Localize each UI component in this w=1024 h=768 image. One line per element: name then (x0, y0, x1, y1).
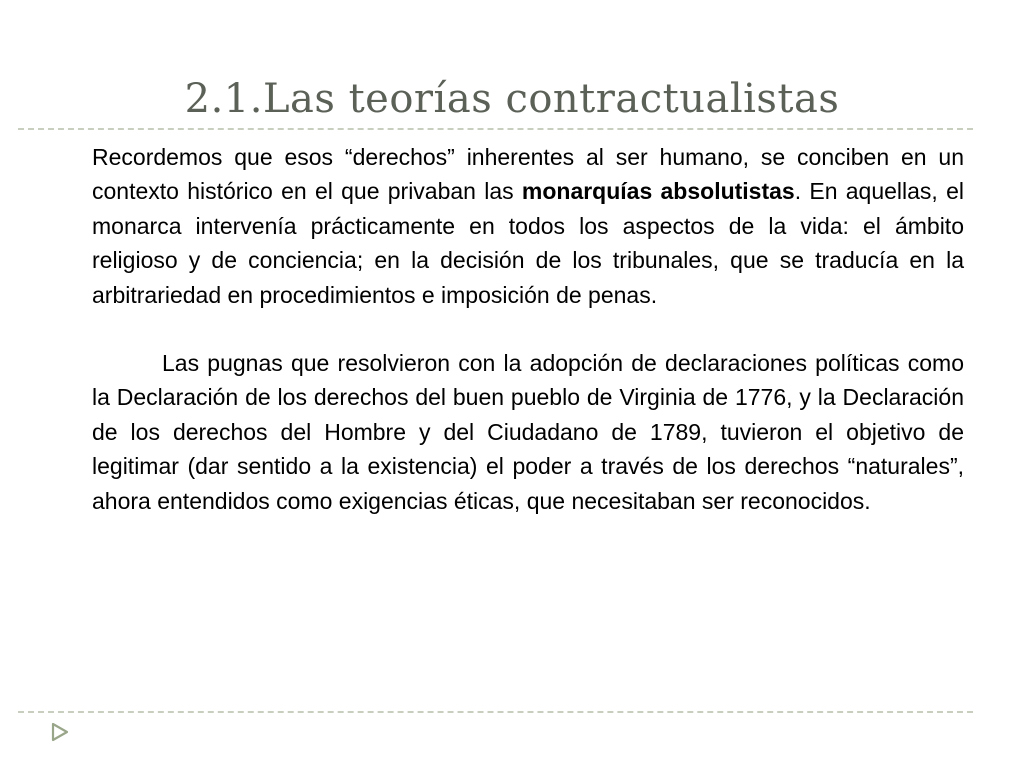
slide-title: 2.1.Las teorías contractualistas (184, 76, 840, 122)
paragraph-1-text-a: Recordemos que esos “derechos” inherentes al ser humano, se conciben en un contexto histórico en el que privaban las (92, 144, 964, 205)
paragraph-2 (92, 346, 964, 518)
paragraph-1-bold-term: monarquías absolutistas (521, 178, 795, 205)
top-divider (18, 128, 973, 130)
paragraph-1-text-b: . En aquellas, el monarca intervenía prácticamente en todos los aspectos de la vida: el ámbito religioso y de conciencia; en la decisión de los tribunales, que se traducía en la arbitrariedad en procedimientos e imposición de penas. (92, 178, 964, 308)
slide-body (92, 140, 964, 518)
triangle-bullet-icon (50, 722, 70, 742)
paragraph-1 (92, 140, 964, 312)
bottom-divider (18, 711, 973, 713)
paragraph-2-text: Las pugnas que resolvieron con la adopción de declaraciones políticas como la Declaración de los derechos del buen pueblo de Virginia de 1776, y la Declaración de los derechos del Hombre y del Ciudadano de 1789, tuvieron el objetivo de legitimar (dar sentido a la existencia) el poder a través de los derechos “naturales”, ahora entendidos como exigencias éticas, que necesitaban ser reconocidos. (92, 350, 964, 514)
